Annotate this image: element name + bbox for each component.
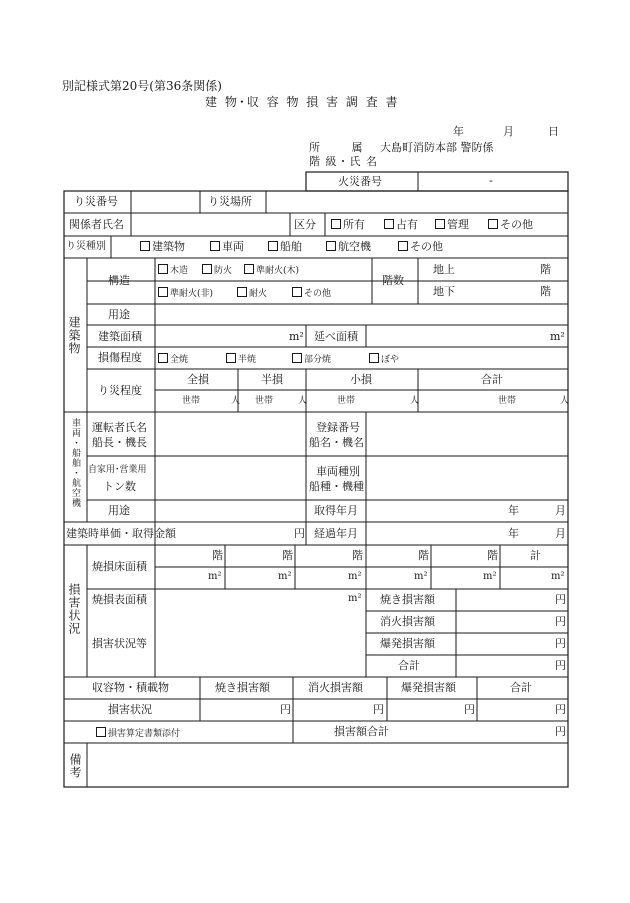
floor-sqm-4: m² — [414, 571, 428, 582]
total-area-label: 延べ面積 — [314, 330, 358, 343]
d-small[interactable] — [369, 353, 399, 365]
s-wood-label: 木造 — [170, 266, 189, 276]
s-semi-non-label: 準耐火(非) — [170, 289, 214, 299]
type-building-label: 建築物 — [152, 240, 185, 253]
opt-manage-label: 管理 — [447, 218, 469, 231]
floor-total-label: 計 — [530, 549, 541, 562]
damage-level-label: 損傷程度 — [98, 351, 142, 364]
fire-no-value: - — [489, 174, 493, 187]
v-small-people: 人 — [410, 396, 420, 406]
s-semi-non[interactable] — [158, 287, 213, 299]
type-aircraft[interactable] — [326, 241, 371, 252]
floor-sqm-2: m² — [278, 571, 292, 582]
burnt-surface-label: 焼損表面積 — [92, 593, 147, 606]
attach-option[interactable] — [96, 727, 180, 739]
checkbox-small[interactable] — [369, 353, 379, 363]
s-wood[interactable] — [158, 264, 188, 276]
checkbox-semi-non[interactable] — [158, 287, 168, 297]
form-id: 別記様式第20号(第36条関係) — [62, 79, 222, 93]
explosion-loss-label: 爆発損害額 — [380, 637, 435, 650]
checkbox-half[interactable] — [226, 353, 236, 363]
contents-yen-3: 円 — [464, 703, 475, 716]
affiliation-value: 大島町消防本部 警防係 — [380, 141, 494, 154]
page-title: 建 物･収 容 物 損 害 調 査 書 — [205, 95, 400, 109]
below-unit: 階 — [540, 285, 551, 298]
s-semi-wood[interactable] — [244, 264, 299, 276]
fire-ext-loss-label: 消火損害額 — [380, 615, 435, 628]
opt-manage[interactable] — [435, 219, 469, 230]
checkbox-building[interactable] — [140, 241, 150, 251]
kind-label-2: 船種・機種 — [309, 480, 364, 493]
elapsed-label: 経過年月 — [314, 527, 358, 540]
v-half-people: 人 — [298, 396, 308, 406]
contents-yen-2: 円 — [373, 703, 384, 716]
s-other[interactable] — [292, 287, 331, 299]
building-section-label: 建築物 — [67, 316, 81, 355]
checkbox-vehicle[interactable] — [210, 241, 220, 251]
remarks-label: 備考 — [68, 753, 82, 779]
opt-occupy-label: 占有 — [396, 218, 418, 231]
s-fire-label: 耐火 — [249, 289, 268, 299]
type-vehicle[interactable] — [210, 241, 244, 252]
v-sum-people: 人 — [560, 396, 570, 406]
vehicle-section-label: 車両・船舶・航空機 — [70, 418, 80, 508]
d-half[interactable] — [226, 353, 256, 365]
checkbox-semi-wood[interactable] — [244, 264, 254, 274]
checkbox-ship[interactable] — [268, 241, 278, 251]
structure-label: 構造 — [108, 274, 130, 287]
damage-section-label: 損害状況 — [67, 583, 81, 635]
checkbox-wood[interactable] — [158, 264, 168, 274]
contents-burn-loss: 焼き損害額 — [215, 681, 270, 694]
v-sum-label: 合計 — [481, 373, 503, 386]
v-total-label: 全損 — [187, 373, 209, 386]
contents-header: 収容物・積載物 — [92, 681, 169, 694]
floor-unit-5: 階 — [487, 549, 498, 562]
contents-status-label: 損害状況 — [108, 703, 152, 716]
above-unit: 階 — [540, 263, 551, 276]
type-ship-label: 船舶 — [280, 240, 302, 253]
driver-label-1: 運転者氏名 — [92, 421, 147, 434]
use-label: 用途 — [108, 308, 130, 321]
type-ship[interactable] — [268, 241, 302, 252]
usage-label-1: 自家用･営業用 — [88, 465, 147, 475]
above-label: 地上 — [433, 263, 455, 276]
v-sum-households: 世帯 — [498, 396, 517, 406]
disaster-place-label: り災場所 — [208, 195, 252, 208]
opt-other[interactable] — [488, 219, 533, 230]
s-fireproof[interactable] — [202, 264, 232, 276]
v-half-households: 世帯 — [255, 396, 274, 406]
date-year-label: 年 — [453, 125, 464, 138]
checkbox-own[interactable] — [331, 219, 341, 229]
area-unit: m² — [289, 330, 304, 343]
type-vehicle-label: 車両 — [222, 240, 244, 253]
type-building[interactable] — [140, 241, 185, 252]
area-label: 建築面積 — [98, 330, 142, 343]
v-small-households: 世帯 — [337, 396, 356, 406]
date-day-label: 日 — [548, 125, 559, 138]
category-label: 区分 — [294, 218, 316, 231]
below-label: 地下 — [433, 285, 455, 298]
burn-loss-yen: 円 — [555, 593, 566, 606]
s-fireproof-label: 防火 — [214, 266, 233, 276]
contents-fire-ext-loss: 消火損害額 — [308, 681, 363, 694]
total-loss-label: 損害額合計 — [334, 725, 389, 738]
floor-sqm-1: m² — [208, 571, 222, 582]
d-full[interactable] — [158, 353, 188, 365]
v-total-people: 人 — [231, 396, 241, 406]
d-full-label: 全焼 — [170, 355, 189, 365]
floor-sqm-total: m² — [551, 571, 565, 582]
contents-yen-4: 円 — [555, 703, 566, 716]
checkbox-other[interactable] — [488, 219, 498, 229]
floors-label: 階数 — [382, 274, 404, 287]
contents-explosion-loss: 爆発損害額 — [401, 681, 456, 694]
elapsed-month: 月 — [555, 527, 566, 540]
acquired-year: 年 — [508, 504, 519, 517]
fire-ext-loss-yen: 円 — [555, 615, 566, 628]
acquired-month: 月 — [555, 504, 566, 517]
d-part[interactable] — [292, 353, 331, 365]
usage-label-2: トン数 — [103, 480, 136, 493]
driver-label-2: 船長・機長 — [92, 436, 147, 449]
checkbox-part[interactable] — [292, 353, 302, 363]
damage-sum-yen: 円 — [555, 659, 566, 672]
s-semi-wood-label: 準耐火(木) — [256, 266, 300, 276]
elapsed-year: 年 — [508, 527, 519, 540]
fire-no-label: 火災番号 — [338, 175, 382, 188]
burn-loss-label: 焼き損害額 — [380, 593, 435, 606]
rank-name-label: 階 級・氏 名 — [309, 155, 378, 168]
burnt-surface-sqm: m² — [348, 593, 362, 604]
victim-level-label: り災程度 — [98, 384, 142, 397]
checkbox-aircraft[interactable] — [326, 241, 336, 251]
total-area-unit: m² — [550, 330, 565, 343]
total-loss-yen: 円 — [555, 725, 566, 738]
person-name-label: 関係者氏名 — [69, 218, 124, 231]
floor-sqm-5: m² — [483, 571, 497, 582]
d-part-label: 部分焼 — [304, 355, 332, 365]
disaster-no-label: り災番号 — [74, 195, 118, 208]
checkbox-manage[interactable] — [435, 219, 445, 229]
floor-unit-2: 階 — [282, 549, 293, 562]
floor-sqm-3: m² — [348, 571, 362, 582]
acquired-label: 取得年月 — [314, 504, 358, 517]
v-small-label: 小損 — [350, 373, 372, 386]
affiliation-label: 所 属 — [309, 141, 363, 154]
checkbox-fire[interactable] — [237, 287, 247, 297]
opt-occupy[interactable] — [384, 219, 418, 230]
unit-price-yen: 円 — [294, 527, 305, 540]
reg-label-1: 登録番号 — [316, 421, 360, 434]
checkbox-fireproof[interactable] — [202, 264, 212, 274]
damage-status-label: 損害状況等 — [92, 637, 147, 650]
damage-sum-label: 合計 — [398, 659, 420, 672]
type-aircraft-label: 航空機 — [338, 240, 371, 253]
d-half-label: 半焼 — [238, 355, 257, 365]
opt-other-label: その他 — [500, 218, 533, 231]
contents-yen-1: 円 — [280, 703, 291, 716]
checkbox-occupy[interactable] — [384, 219, 394, 229]
date-month-label: 月 — [503, 125, 514, 138]
vehicle-use-label: 用途 — [108, 504, 130, 517]
d-small-label: ぼや — [381, 355, 400, 365]
opt-own[interactable] — [331, 219, 365, 230]
attach-label: 損害算定書類添付 — [108, 729, 181, 739]
checkbox-s-other[interactable] — [292, 287, 302, 297]
checkbox-type-other[interactable] — [398, 241, 408, 251]
checkbox-attach[interactable] — [96, 727, 106, 737]
v-total-households: 世帯 — [182, 396, 201, 406]
kind-label-1: 車両種別 — [316, 465, 360, 478]
unit-price-label: 建築時単価・取得金額 — [66, 527, 176, 540]
opt-own-label: 所有 — [343, 218, 365, 231]
s-other-label: その他 — [304, 289, 332, 299]
checkbox-full[interactable] — [158, 353, 168, 363]
burnt-floor-label: 焼損床面積 — [92, 560, 147, 573]
contents-sum: 合計 — [510, 681, 532, 694]
floor-unit-3: 階 — [352, 549, 363, 562]
type-other[interactable] — [398, 241, 443, 252]
floor-unit-4: 階 — [418, 549, 429, 562]
reg-label-2: 船名・機名 — [309, 436, 364, 449]
s-fire[interactable] — [237, 287, 267, 299]
v-half-label: 半損 — [261, 373, 283, 386]
explosion-loss-yen: 円 — [555, 637, 566, 650]
type-label: り災種別 — [66, 241, 106, 252]
type-other-label: その他 — [410, 240, 443, 253]
floor-unit-1: 階 — [212, 549, 223, 562]
